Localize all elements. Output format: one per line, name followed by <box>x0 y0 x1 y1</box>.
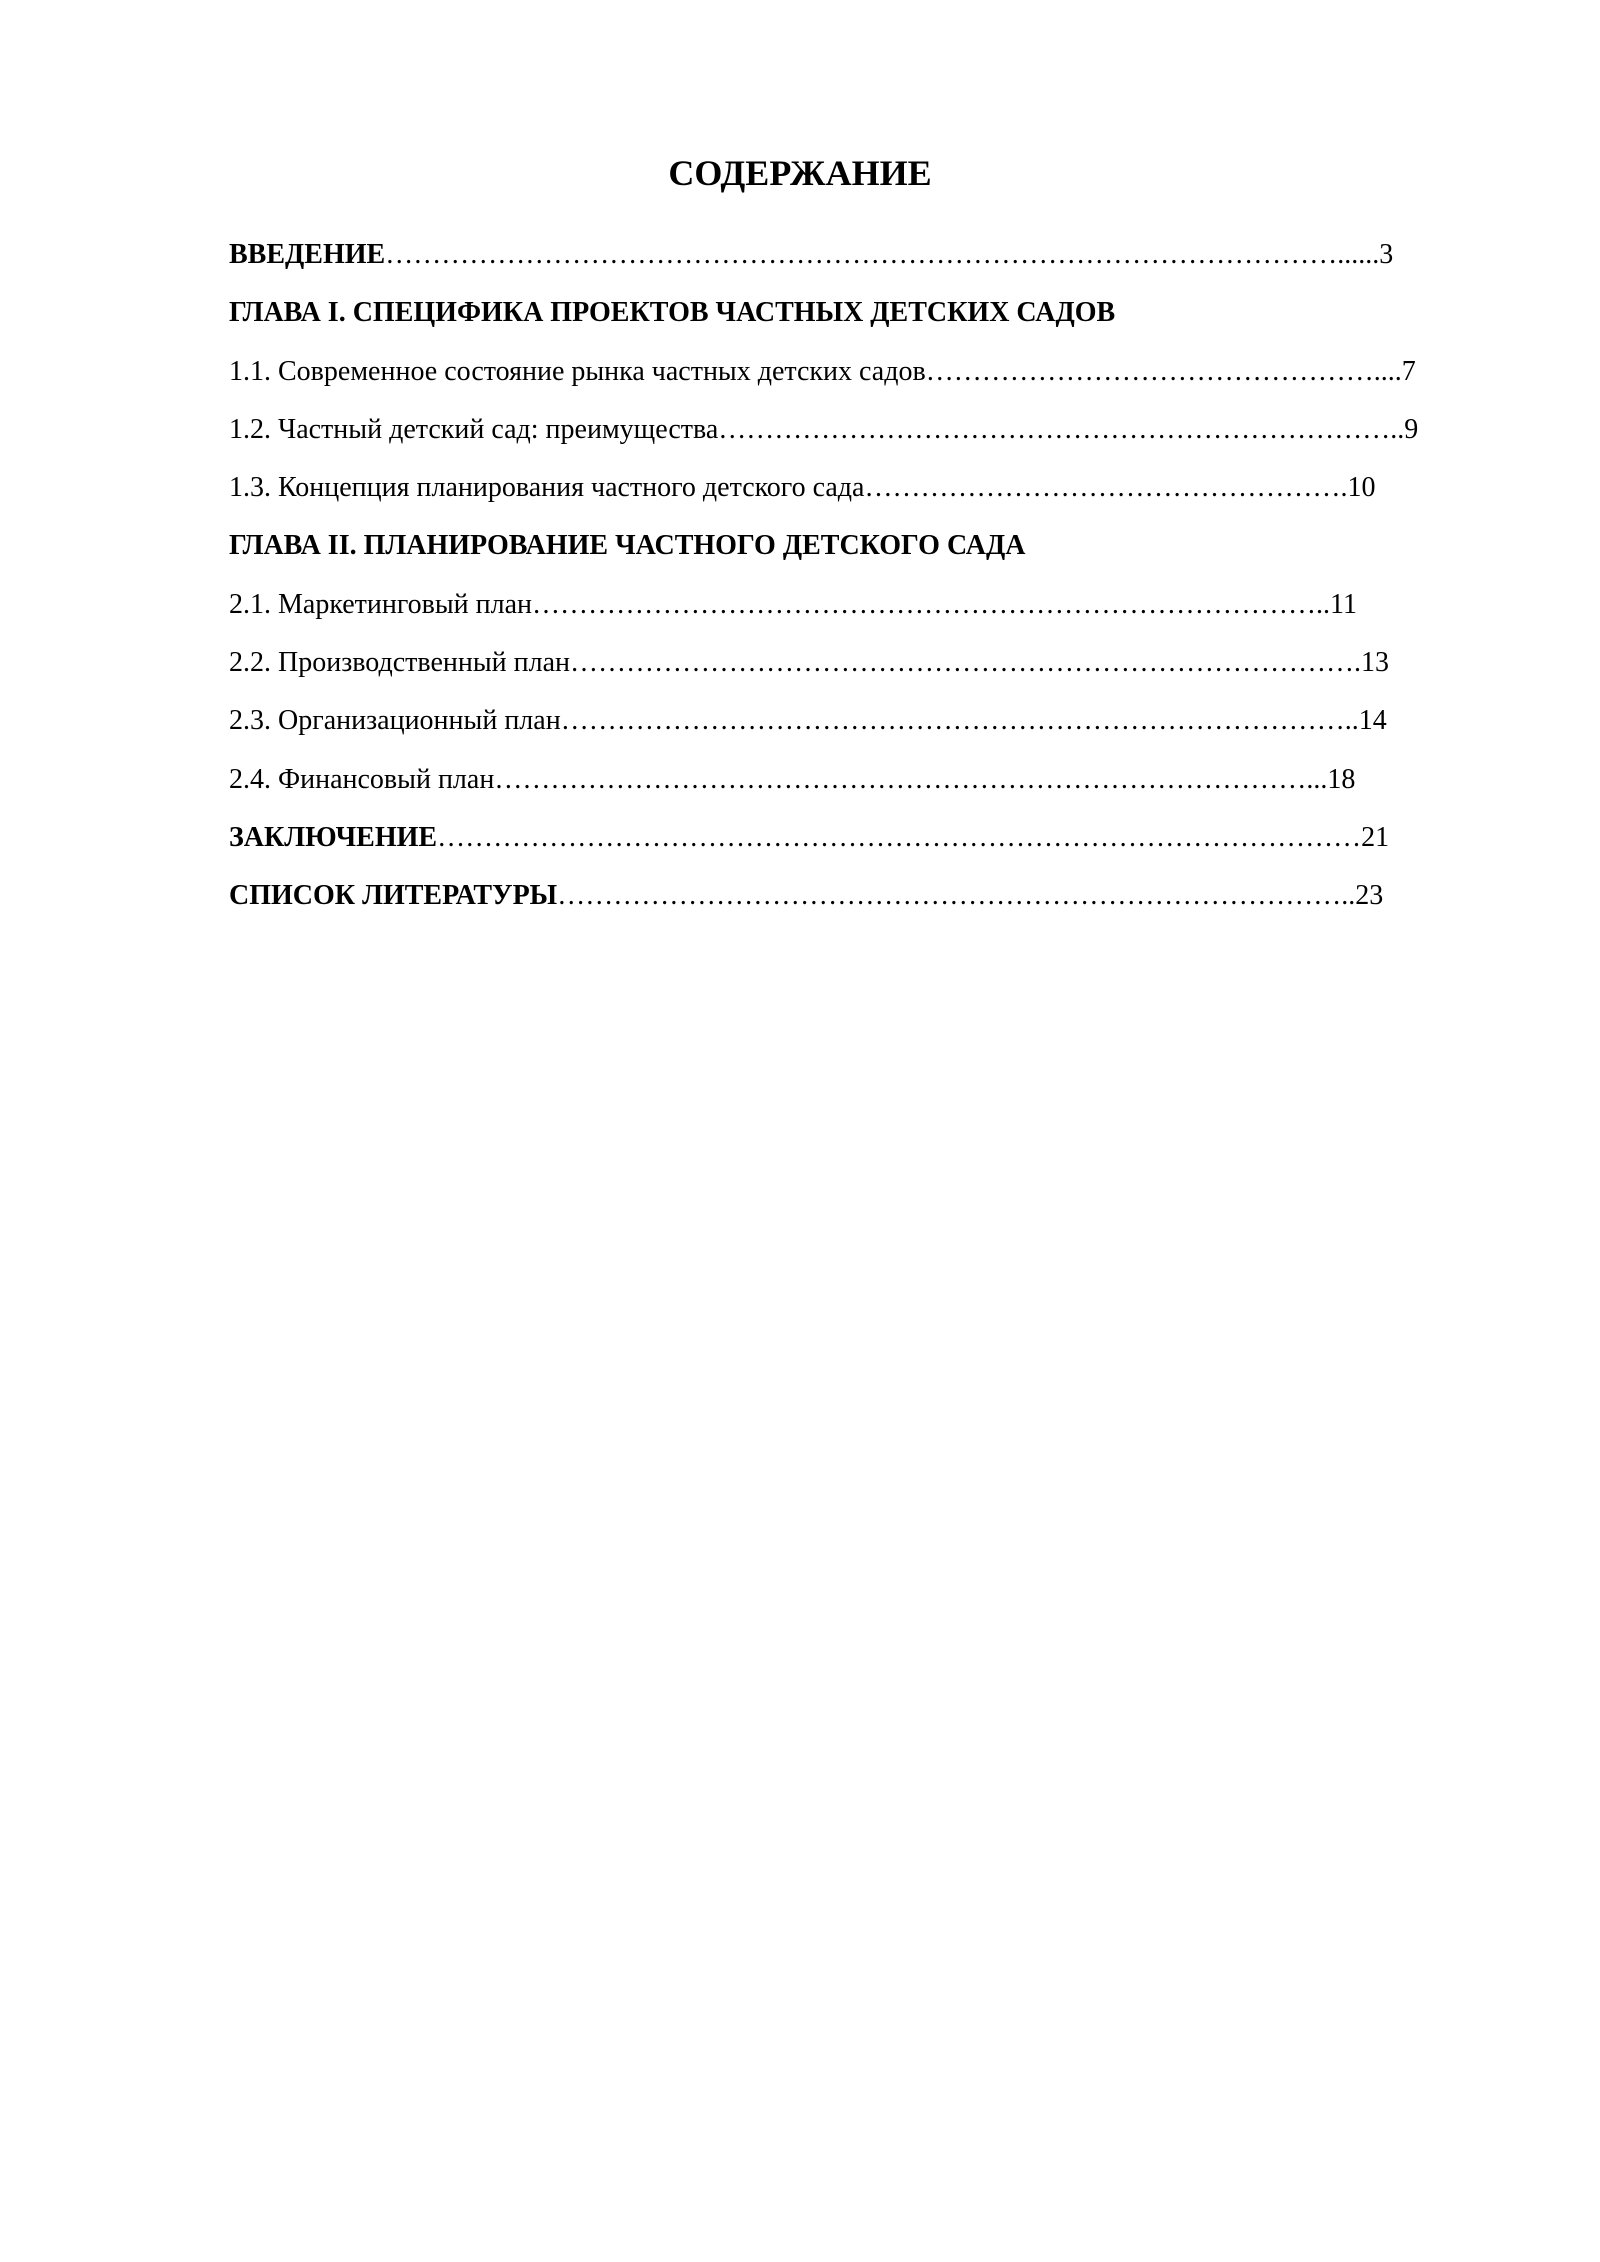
toc-entry-references <box>229 873 1489 931</box>
toc-entry-introduction <box>229 232 1489 290</box>
toc-entry-label: 2.4. Финансовый план <box>229 763 495 795</box>
toc-entry-leader: …………………………………………….10 <box>864 472 1376 504</box>
toc-entry-leader: ………………………………………………………………..9 <box>718 413 1419 445</box>
toc-entry-1-1 <box>229 349 1489 407</box>
toc-entry-label: ГЛАВА I. СПЕЦИФИКА ПРОЕКТОВ ЧАСТНЫХ ДЕТСКИХ САДОВ <box>229 297 1116 329</box>
toc-entry-2-2 <box>229 640 1489 698</box>
toc-entry-chapter-2 <box>229 523 1489 581</box>
toc-entry-leader: ………………………………………………………………………….13 <box>570 647 1390 679</box>
toc-entry-leader: ……………………………………………………………………………...18 <box>494 763 1356 795</box>
toc-entry-leader: …………………………………………………………………………………………......3 <box>385 239 1394 270</box>
toc-entry-2-1 <box>229 582 1489 640</box>
toc-entry-conclusion <box>229 815 1489 873</box>
toc-entry-label: ВВЕДЕНИЕ <box>229 239 386 270</box>
toc-entry-chapter-1 <box>229 290 1489 348</box>
toc-entry-leader: …………………………………………………………………………..23 <box>557 880 1384 912</box>
page-title: СОДЕРЖАНИЕ <box>668 153 932 193</box>
toc-entry-1-3 <box>229 465 1489 523</box>
toc-entry-leader: ………………………………………………………………………………………21 <box>437 821 1390 853</box>
toc-entry-label: 2.2. Производственный план <box>229 647 571 679</box>
toc-entry-label: 2.3. Организационный план <box>229 705 561 737</box>
toc-entry-label: 1.3. Концепция планирования частного детского сада <box>229 472 865 504</box>
toc-entry-leader: …………………………………………………………………………..14 <box>560 705 1387 737</box>
toc-entry-2-4 <box>229 757 1489 815</box>
toc-entry-label: 1.2. Частный детский сад: преимущества <box>229 413 719 445</box>
toc-entry-label: 2.1. Маркетинговый план <box>229 588 533 620</box>
toc-entry-label: 1.1. Современное состояние рынка частных детских садов <box>229 355 926 387</box>
toc-entry-leader: …………………………………………………………………………..11 <box>532 588 1358 620</box>
table-of-contents <box>229 232 1489 932</box>
toc-entry-label: СПИСОК ЛИТЕРАТУРЫ <box>229 880 558 912</box>
toc-entry-1-2 <box>229 407 1489 465</box>
toc-entry-2-3 <box>229 698 1489 756</box>
toc-entry-label: ЗАКЛЮЧЕНИЕ <box>229 821 438 853</box>
toc-entry-leader: …………………………………………....7 <box>925 355 1416 387</box>
toc-entry-label: ГЛАВА II. ПЛАНИРОВАНИЕ ЧАСТНОГО ДЕТСКОГО САДА <box>229 530 1026 562</box>
